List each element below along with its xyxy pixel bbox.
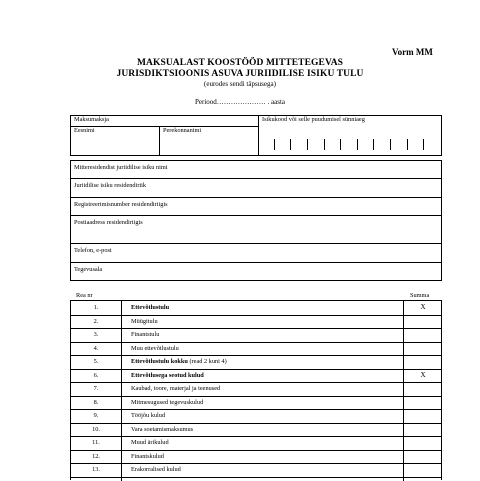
entity-address-field[interactable]: Postiaadress residendiriigis (74, 219, 143, 226)
row-number: 3. (93, 331, 99, 338)
row-description-text: Muu ettevõtlustulu (131, 344, 179, 352)
row-number: 2. (93, 317, 99, 325)
entity-divider (70, 243, 442, 244)
sum-header: Summa (410, 292, 430, 299)
table-row-divider (71, 463, 441, 464)
period-field[interactable]: Periood………………… . aasta (194, 98, 285, 106)
table-row-divider (71, 369, 441, 370)
id-code-tick (357, 139, 358, 150)
id-code-tick (307, 139, 308, 150)
row-description (131, 426, 193, 433)
row-description (131, 372, 204, 379)
row-description-text: Ettevõtlusega seotud kulud (131, 371, 204, 379)
row-number: 4. (93, 344, 99, 352)
row-description (131, 318, 158, 325)
row-nr-header: Rea nr (76, 292, 93, 299)
row-number: 6. (93, 371, 99, 379)
id-code-input[interactable] (258, 139, 442, 156)
table-row-divider (71, 409, 441, 410)
row-description (131, 439, 169, 446)
row-number: 13. (92, 466, 100, 473)
id-code-tick (423, 139, 424, 150)
table-row-divider (71, 450, 441, 451)
row-description-text: Ettevõtlustulu kokku (131, 358, 188, 365)
id-code-tick (324, 139, 325, 150)
id-code-tick (340, 139, 341, 150)
entity-name-field[interactable]: Mitteresidendist juriidilise isiku nimi (74, 164, 168, 171)
entity-contact-field[interactable]: Telefon, e-post (74, 247, 112, 254)
form-title-line2: JURISDIKTSIOONIS ASUVA JURIIDILISE ISIKU TULU (116, 69, 364, 79)
row-number: 10. (92, 425, 100, 433)
table-row-divider (71, 423, 441, 424)
row-description-text: Mitmesugused tegevuskulud (131, 398, 204, 406)
entity-divider (70, 178, 442, 179)
table-row-divider (71, 477, 441, 478)
row-description-text: Finantskulud (131, 452, 164, 460)
entity-regnr-field[interactable]: Registreerimisnumber residendiriigis (74, 201, 168, 208)
table-row-divider (71, 382, 441, 383)
taxpayer-header: Maksumaksja (74, 116, 109, 123)
row-number: 7. (93, 385, 99, 392)
table-row-divider (71, 355, 441, 356)
row-description (131, 331, 159, 338)
row-number: 5. (93, 358, 99, 365)
row-description (131, 304, 169, 311)
row-number: 11. (92, 439, 100, 446)
row-description-suffix: (read 2 kuni 4) (187, 358, 227, 365)
entity-divider (70, 197, 442, 198)
row-description (131, 385, 220, 392)
table-row-divider (71, 328, 441, 329)
row-description (131, 412, 165, 419)
row-description-text: Kaubad, toore, materjal ja teenused (131, 385, 221, 392)
entity-country-field[interactable]: Juriidilise isiku residendiriik (74, 182, 147, 189)
sum-cell: X (420, 303, 426, 311)
entity-activity-field[interactable]: Tegevusala (74, 266, 103, 273)
row-description-text: Muud ärikulud (131, 439, 169, 446)
row-description (131, 453, 164, 460)
id-code-label: Isikukood või selle puudumisel sünniaeg (262, 116, 365, 123)
form-title-line1: MAKSUALAST KOOSTÖÖD MITTETEGEVAS (136, 58, 344, 68)
id-code-tick (407, 139, 408, 150)
id-code-tick (274, 139, 275, 150)
form-subtitle: (eurodes sendi täpsusega) (204, 80, 276, 88)
id-code-tick (390, 139, 391, 150)
row-description-text: Müügitulu (131, 317, 158, 325)
sum-cell: X (420, 370, 426, 379)
row-number: 12. (92, 452, 100, 460)
id-code-tick (290, 139, 291, 150)
row-description (131, 399, 203, 406)
row-description-text: Tööjõu kulud (131, 412, 166, 419)
table-row-divider (71, 396, 441, 397)
table-row-divider (71, 342, 441, 343)
row-description-text: Ettevõtlustulu (131, 304, 170, 311)
row-number: 8. (93, 398, 99, 406)
entity-divider (70, 215, 442, 216)
income-table (70, 300, 442, 480)
first-name-label: Eesnimi (74, 127, 95, 134)
row-description-text: Vara soetamismaksumus (131, 425, 194, 433)
table-row-divider (71, 315, 441, 316)
row-description (131, 358, 227, 365)
table-row-divider (71, 436, 441, 437)
row-description-text: Finantstulu (131, 331, 160, 338)
row-number: 9. (93, 412, 99, 419)
id-code-tick (373, 139, 374, 150)
row-description (131, 345, 179, 352)
row-description (131, 466, 181, 473)
form-code: Vorm MM (392, 47, 433, 57)
row-description-text: Erakorralised kulud (131, 466, 181, 473)
name-divider (159, 126, 160, 156)
entity-divider (70, 262, 442, 263)
last-name-label: Perekonnanimi (163, 127, 202, 134)
row-number: 1. (93, 304, 99, 311)
